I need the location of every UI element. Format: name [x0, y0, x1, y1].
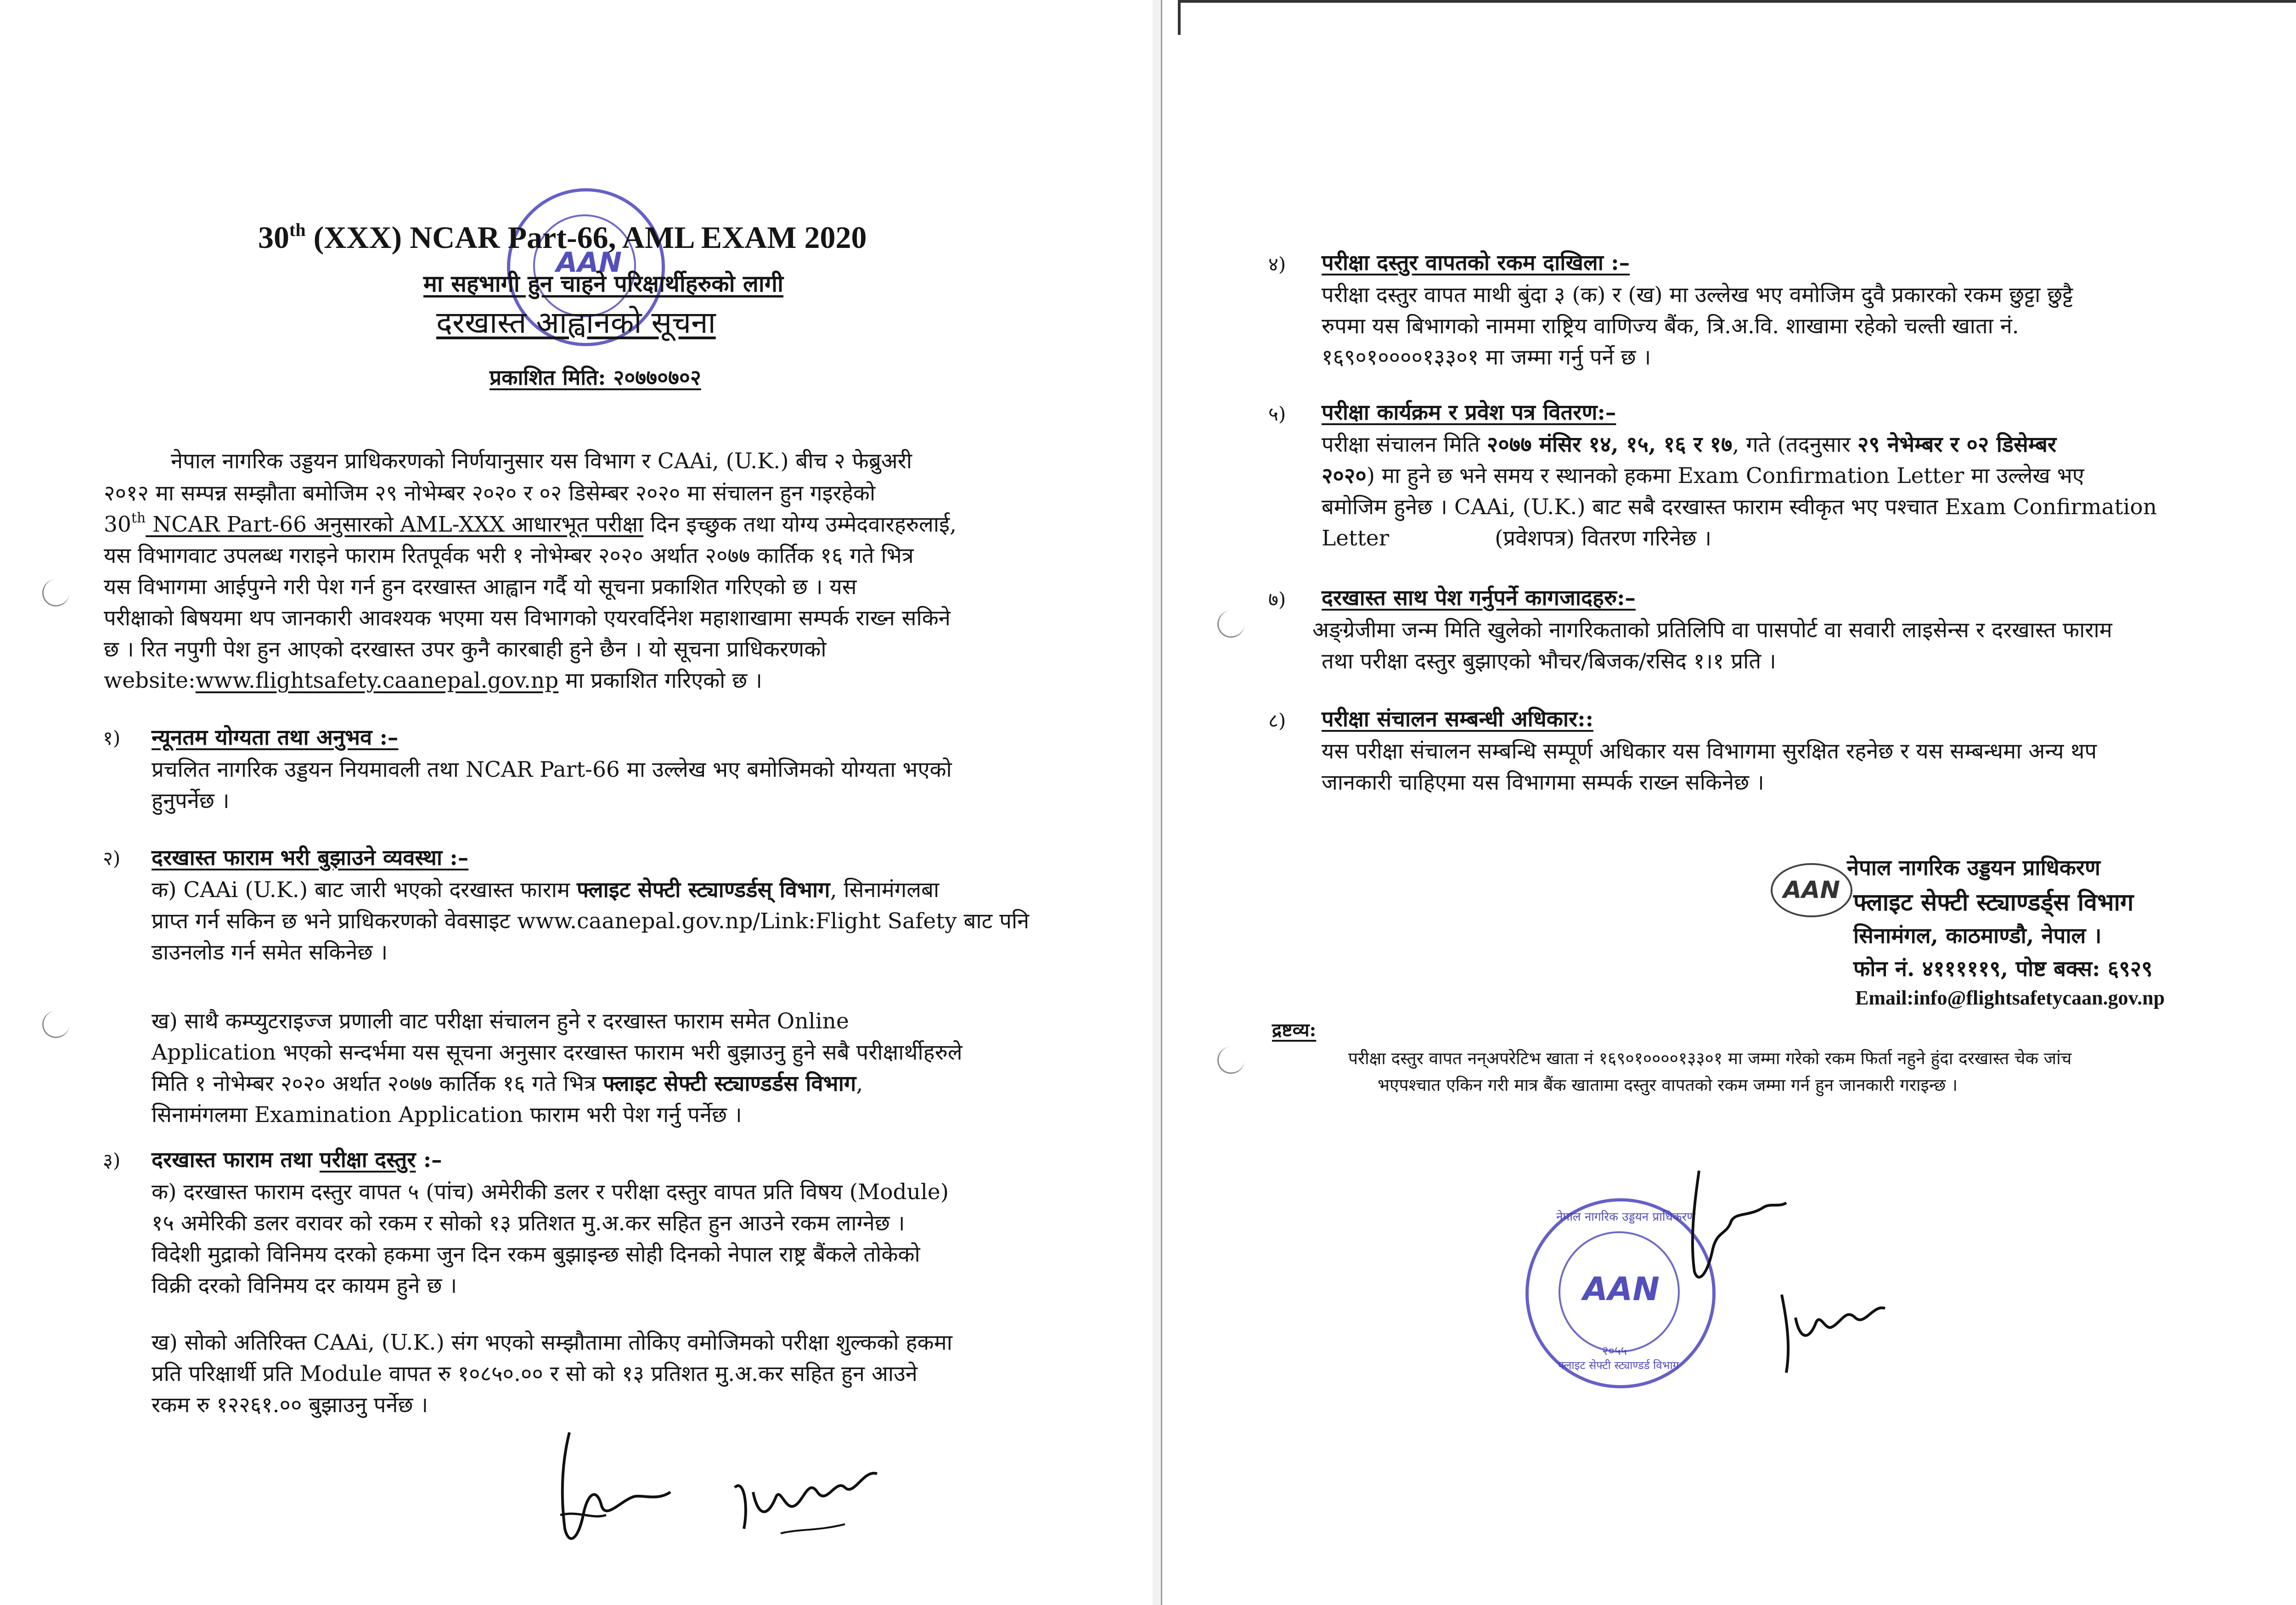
- seal-text-bottom: फ्लाइट सेफ्टी स्ट्याण्डर्ड विभाग: [1558, 1359, 1679, 1372]
- intro-line: 30th NCAR Part-66 अनुसारको AML-XXX आधारभूत परीक्षा दिन इच्छुक तथा योग्य उम्मेदवारहरुलाई,: [104, 510, 957, 537]
- section-number: २): [103, 847, 121, 870]
- department-name: फ्लाइट सेफ्टी स्ट्याण्डर्ड्स विभाग: [1853, 888, 2134, 916]
- org-name: नेपाल नागरिक उड्डयन प्राधिकरण: [1847, 855, 2100, 881]
- section-text: २०२०) मा हुने छ भने समय र स्थानको हकमा Exam Confirmation Letter मा उल्लेख भए: [1322, 463, 2084, 488]
- caan-logo: AAN: [1771, 863, 1852, 917]
- section-text: ख) साथै कम्प्युटराइज्ज प्रणाली वाट परीक्षा संचालन हुने र दरखास्त फाराम समेत Online: [152, 1009, 849, 1034]
- seal-logo: AAN: [556, 247, 622, 279]
- section-text: सिनामंगलमा Examination Application फाराम भरी पेश गर्नु पर्नेछ ।: [152, 1102, 742, 1128]
- section-text: प्रचलित नागरिक उड्डयन नियमावली तथा NCAR Part-66 मा उल्लेख भए बमोजिमको योग्यता भएको: [152, 757, 952, 782]
- section-number: ८): [1268, 709, 1286, 732]
- section-title: परीक्षा कार्यक्रम र प्रवेश पत्र वितरण:–: [1322, 400, 1616, 425]
- punch-hole-mark: [1217, 611, 1244, 638]
- intro-line: नेपाल नागरिक उड्डयन प्राधिकरणको निर्णयानुसार यस विभाग र CAAi, (U.K.) बीच २ फेब्रुअरी: [171, 449, 912, 474]
- section-text: अङ्ग्रेजीमा जन्म मिति खुलेको नागरिकताको प्रतिलिपि वा पासपोर्ट वा सवारी लाइसेन्स र दरखास्त फाराम: [1312, 617, 2112, 643]
- signature-2: [1773, 1276, 1892, 1382]
- section-number: ३): [103, 1149, 121, 1172]
- section-text: विदेशी मुद्राको विनिमय दरको हकमा जुन दिन रकम बुझाइन्छ सोही दिनको नेपाल राष्ट्र बैंकले तोकेको: [152, 1242, 920, 1267]
- section-text: १५ अमेरिकी डलर वरावर को रकम र सोको १३ प्रतिशत मु.अ.कर सहित हुन आउने रकम लाग्नेछ ।: [152, 1211, 905, 1236]
- section-text: यस परीक्षा संचालन सम्बन्धि सम्पूर्ण अधिकार यस विभागमा सुरक्षित रहनेछ र यस सम्बन्धमा अन्य थप: [1322, 739, 2097, 764]
- section-text: जानकारी चाहिएमा यस विभागमा सम्पर्क राख्न सकिनेछ ।: [1322, 770, 1764, 795]
- punch-hole-mark: [42, 579, 69, 606]
- punch-hole-mark: [42, 1011, 69, 1038]
- intro-line: परीक्षाको बिषयमा थप जानकारी आवश्यक भएमा यस विभागको एयरवर्दिनेश महाशाखामा सम्पर्क राख्न सकिने: [104, 606, 951, 631]
- section-text: डाउनलोड गर्न समेत सकिनेछ ।: [152, 940, 388, 965]
- page-top-border: [1178, 0, 2296, 35]
- section-number: ५): [1268, 403, 1286, 425]
- intro-line: यस विभागमा आईपुग्ने गरी पेश गर्न हुन दरखास्त आह्वान गर्दै यो सूचना प्रकाशित गरिएको छ । यस: [104, 574, 857, 600]
- note-text: परीक्षा दस्तुर वापत नन्अपरेटिभ खाता नं १६९०१००००१३३०१ मा जम्मा गरेको रकम फिर्ता नहुने हुंदा दरखास्त चेक जांच: [1348, 1049, 2072, 1068]
- punch-hole-mark: [1217, 1047, 1244, 1074]
- section-text: विक्री दरको विनिमय दर कायम हुने छ ।: [152, 1273, 457, 1298]
- section-text: तथा परीक्षा दस्तुर बुझाएको भौचर/बिजक/रसिद १।१ प्रति ।: [1322, 649, 1776, 674]
- seal-year: २०५५: [1602, 1344, 1627, 1358]
- section-text: Letter (प्रवेशपत्र) वितरण गरिनेछ ।: [1322, 526, 1712, 551]
- note-label: द्रष्टव्य:: [1272, 1019, 1317, 1041]
- section-title: दरखास्त साथ पेश गर्नुपर्ने कागजादहरु:–: [1322, 585, 1636, 611]
- website-line: website:www.flightsafety.caanepal.gov.np मा प्रकाशित गरिएको छ ।: [104, 668, 762, 693]
- section-text: रकम रु १२२६१.०० बुझाउनु पर्नेछ ।: [152, 1392, 428, 1418]
- publication-date: प्रकाशित मिति: २०७७०७०२: [490, 365, 701, 390]
- section-text: रुपमा यस बिभागको नाममा राष्ट्रिय वाणिज्य बैंक, त्रि.अ.वि. शाखामा रहेको चल्ती खाता नं.: [1322, 314, 2019, 339]
- seal-logo: AAN: [1583, 1270, 1660, 1308]
- exam-title: 30th (XXX) NCAR Part-66, AML EXAM 2020: [258, 219, 867, 255]
- org-address: सिनामंगल, काठमाण्डौ, नेपाल ।: [1853, 923, 2102, 948]
- section-text: मिति १ नोभेम्बर २०२० अर्थात २०७७ कार्तिक १६ गते भित्र फ्लाइट सेफ्टी स्ट्याण्डर्डस विभाग,: [152, 1071, 863, 1096]
- signature-1: [551, 1423, 703, 1556]
- section-title: दरखास्त फाराम तथा परीक्षा दस्तुर :–: [152, 1147, 442, 1173]
- section-text: परीक्षा दस्तुर वापत माथी बुंदा ३ (क) र (ख) मा उल्लेख भए वमोजिम दुवै प्रकारको रकम छुट्टा छुट्टै: [1322, 282, 2073, 308]
- section-text: हुनुपर्नेछ ।: [152, 788, 230, 814]
- section-text: परीक्षा संचालन मिति २०७७ मंसिर १४, १५, १६ र १७, गते (तदनुसार २९ नेभेम्बर र ०२ डिसेम्बर: [1322, 432, 2057, 457]
- signature-1: [1671, 1166, 1791, 1295]
- exam-subtitle: मा सहभागी हुन चाहने परिक्षार्थीहरुको लागी: [423, 270, 783, 297]
- intro-line: यस विभागवाट उपलब्ध गराइने फाराम रितपूर्वक भरी १ नोभेम्बर २०२० अर्थात २०७७ कार्तिक १६ गते भित्र: [104, 543, 914, 568]
- section-title: दरखास्त फाराम भरी बुझाउने व्यवस्था :–: [152, 845, 469, 870]
- org-email[interactable]: Email:info@flightsafetycaan.gov.np: [1855, 987, 2165, 1009]
- section-number: ४): [1268, 253, 1286, 275]
- section-text: क) दरखास्त फाराम दस्तुर वापत ५ (पांच) अमेरीकी डलर र परीक्षा दस्तुर वापत प्रति विषय (Module): [152, 1179, 949, 1205]
- website-link[interactable]: www.flightsafety.caanepal.gov.np: [195, 668, 559, 693]
- org-phone: फोन नं. ४१११११९, पोष्ट बक्स: ६९२९: [1853, 956, 2153, 982]
- section-number: १): [103, 727, 121, 749]
- intro-line: छ । रित नपुगी पेश हुन आएको दरखास्त उपर कुनै कारबाही हुने छैन । यो सूचना प्राधिकरणको: [104, 637, 827, 662]
- section-text: १६९०१००००१३३०१ मा जम्मा गर्नु पर्ने छ ।: [1322, 345, 1651, 370]
- note-text: भएपश्चात एकिन गरी मात्र बैंक खातामा दस्तुर वापतको रकम जम्मा गर्न हुन जानकारी गराइन्छ ।: [1378, 1075, 1958, 1095]
- section-text: प्रति परिक्षार्थी प्रति Module वापत रु १०८५०.०० र सो को १३ प्रतिशत मु.अ.कर सहित हुन आउने: [152, 1361, 917, 1386]
- intro-line: २०१२ मा सम्पन्न सम्झौता बमोजिम २९ नोभेम्बर २०२० र ०२ डिसेम्बर २०२० मा संचालन हुन गइरहेको: [104, 481, 876, 506]
- right-page: [1161, 0, 2296, 1605]
- section-text: बमोजिम हुनेछ । CAAi, (U.K.) बाट सबै दरखास्त फाराम स्वीकृत भए पश्चात Exam Confirmation: [1322, 494, 2157, 520]
- section-title: परीक्षा दस्तुर वापतको रकम दाखिला :–: [1322, 250, 1630, 275]
- section-title: न्यूनतम योग्यता तथा अनुभव :–: [152, 725, 399, 750]
- section-text: Application भएको सन्दर्भमा यस सूचना अनुसार दरखास्त फाराम भरी बुझाउनु हुने सबै परीक्षार्थीहरुले: [152, 1040, 962, 1065]
- notice-title: दरखास्त आह्वानको सूचना: [436, 305, 716, 340]
- signature-2: [726, 1451, 909, 1547]
- section-title: परीक्षा संचालन सम्बन्धी अधिकार::: [1322, 707, 1593, 732]
- section-number: ७): [1268, 588, 1286, 611]
- section-text: ख) सोको अतिरिक्त CAAi, (U.K.) संग भएको सम्झौतामा तोकिए वमोजिमको परीक्षा शुल्कको हकमा: [152, 1330, 952, 1355]
- section-text: क) CAAi (U.K.) बाट जारी भएको दरखास्त फाराम फ्लाइट सेफ्टी स्ट्याण्डर्डस् विभाग, सिनामंगलबा: [152, 877, 940, 903]
- section-text: प्राप्त गर्न सकिन छ भने प्राधिकरणको वेवसाइट www.caanepal.gov.np/Link:Flight Safety बाट पनि: [152, 909, 1030, 934]
- seal-text-top: नेपाल नागरिक उड्डयन प्राधिकरण: [1556, 1210, 1695, 1224]
